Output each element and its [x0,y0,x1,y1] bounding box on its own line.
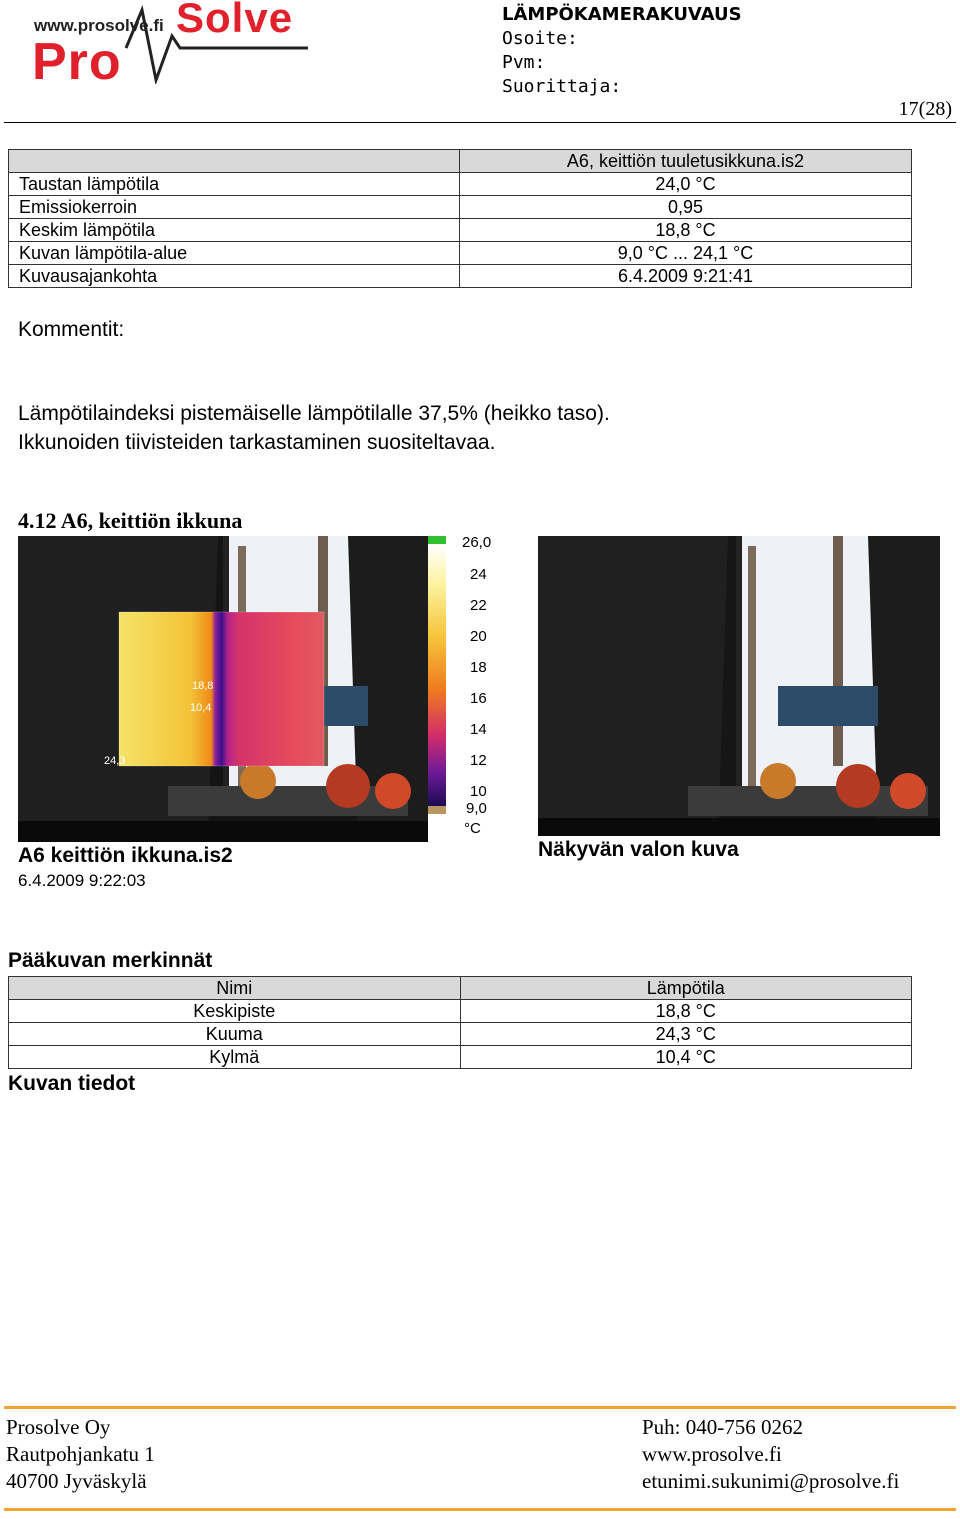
spot-label-cold: 10,4 [190,702,212,714]
table-cell: Kuuma [9,1023,461,1046]
logo-solve: Solve [176,0,294,41]
footer-website[interactable]: www.prosolve.fi [642,1442,782,1466]
comments-label: Kommentit: [18,318,125,341]
spot-label-center: 18,8 [192,680,214,692]
thermal-scene [18,536,428,842]
footer-line: Rautpohjankatu 1 [6,1442,155,1466]
table-cell: 18,8 °C [460,1000,912,1023]
comment-line: Lämpötilaindeksi pistemäiselle lämpötilalle 37,5% (heikko taso). [18,402,610,425]
table-row [9,173,912,196]
report-title: LÄMPÖKAMERAKUVAUS [502,4,742,25]
scale-tick: 24 [470,566,487,583]
logo-pro: Pro [32,33,122,91]
table-cell: Keskipiste [9,1000,461,1023]
comment-line: Ikkunoiden tiivisteiden tarkastaminen suositeltavaa. [18,431,496,454]
thermal-image-caption: A6 keittiön ikkuna.is2 [18,844,233,867]
scale-tick: 20 [470,628,487,645]
table-cell: Taustan lämpötila [9,173,460,196]
thermal-image [18,536,428,842]
table-cell: A6, keittiön tuuletusikkuna.is2 [460,150,912,173]
visible-image-caption: Näkyvän valon kuva [538,838,739,861]
table-row [9,1023,912,1046]
visible-light-image [538,536,940,836]
scale-tick: 26,0 [462,534,492,551]
section-title: 4.12 A6, keittiön ikkuna [18,508,243,533]
table-cell: Kuvan lämpötila-alue [9,242,460,265]
header-address: Osoite: [502,28,578,49]
footer-divider-top [4,1406,956,1409]
scale-tick: 12 [470,752,487,769]
logo-url: www.prosolve.fi [34,16,164,35]
header-divider [4,122,956,123]
spot-label-hot: 24,3 [104,755,126,767]
thermal-image-datetime: 6.4.2009 9:22:03 [18,871,146,890]
table-row [9,219,912,242]
scale-tick: 16 [470,690,487,707]
company-logo [30,0,310,91]
table-cell: 10,4 °C [460,1046,912,1069]
report-header [502,3,742,99]
temperature-scale-ticks [452,534,512,844]
footer-company [6,1414,155,1495]
table-header-row [9,977,912,1000]
image-info-table [8,149,912,288]
scale-tick: 14 [470,721,487,738]
scale-unit: °C [464,820,481,837]
markings-table [8,976,912,1069]
header-performer: Suorittaja: [502,76,622,97]
table-cell: Emissiokerroin [9,196,460,219]
image-info-title: Kuvan tiedot [8,1072,136,1095]
table-header-row [9,150,912,173]
column-header: Lämpötila [460,977,912,1000]
table-row [9,196,912,219]
header-date: Pvm: [502,52,546,73]
table-cell [9,150,460,173]
table-cell: 6.4.2009 9:21:41 [460,265,912,288]
footer-email[interactable]: etunimi.sukunimi@prosolve.fi [642,1469,900,1493]
footer-divider-bottom [4,1508,956,1511]
table-row [9,1046,912,1069]
table-cell: 0,95 [460,196,912,219]
temperature-scale-bar [428,536,446,814]
scale-tick: 22 [470,597,487,614]
logo-pulse-icon [30,2,310,84]
table-cell: 9,0 °C ... 24,1 °C [460,242,912,265]
column-header: Nimi [9,977,461,1000]
table-row [9,265,912,288]
scale-tick: 10 [470,783,487,800]
scale-tick: 18 [470,659,487,676]
footer-line: Prosolve Oy [6,1415,111,1439]
table-cell: 24,3 °C [460,1023,912,1046]
markings-title: Pääkuvan merkinnät [8,949,213,972]
table-cell: 18,8 °C [460,219,912,242]
table-cell: 24,0 °C [460,173,912,196]
scale-tick: 9,0 [466,800,487,817]
table-cell: Keskim lämpötila [9,219,460,242]
table-cell: Kylmä [9,1046,461,1069]
footer-phone: Puh: 040-756 0262 [642,1415,804,1439]
visible-scene [538,536,940,836]
comments-text [18,399,610,457]
table-row [9,242,912,265]
page-number: 17(28) [898,98,952,120]
table-cell: Kuvausajankohta [9,265,460,288]
footer-contact [642,1414,899,1495]
footer-line: 40700 Jyväskylä [6,1469,147,1493]
table-row [9,1000,912,1023]
